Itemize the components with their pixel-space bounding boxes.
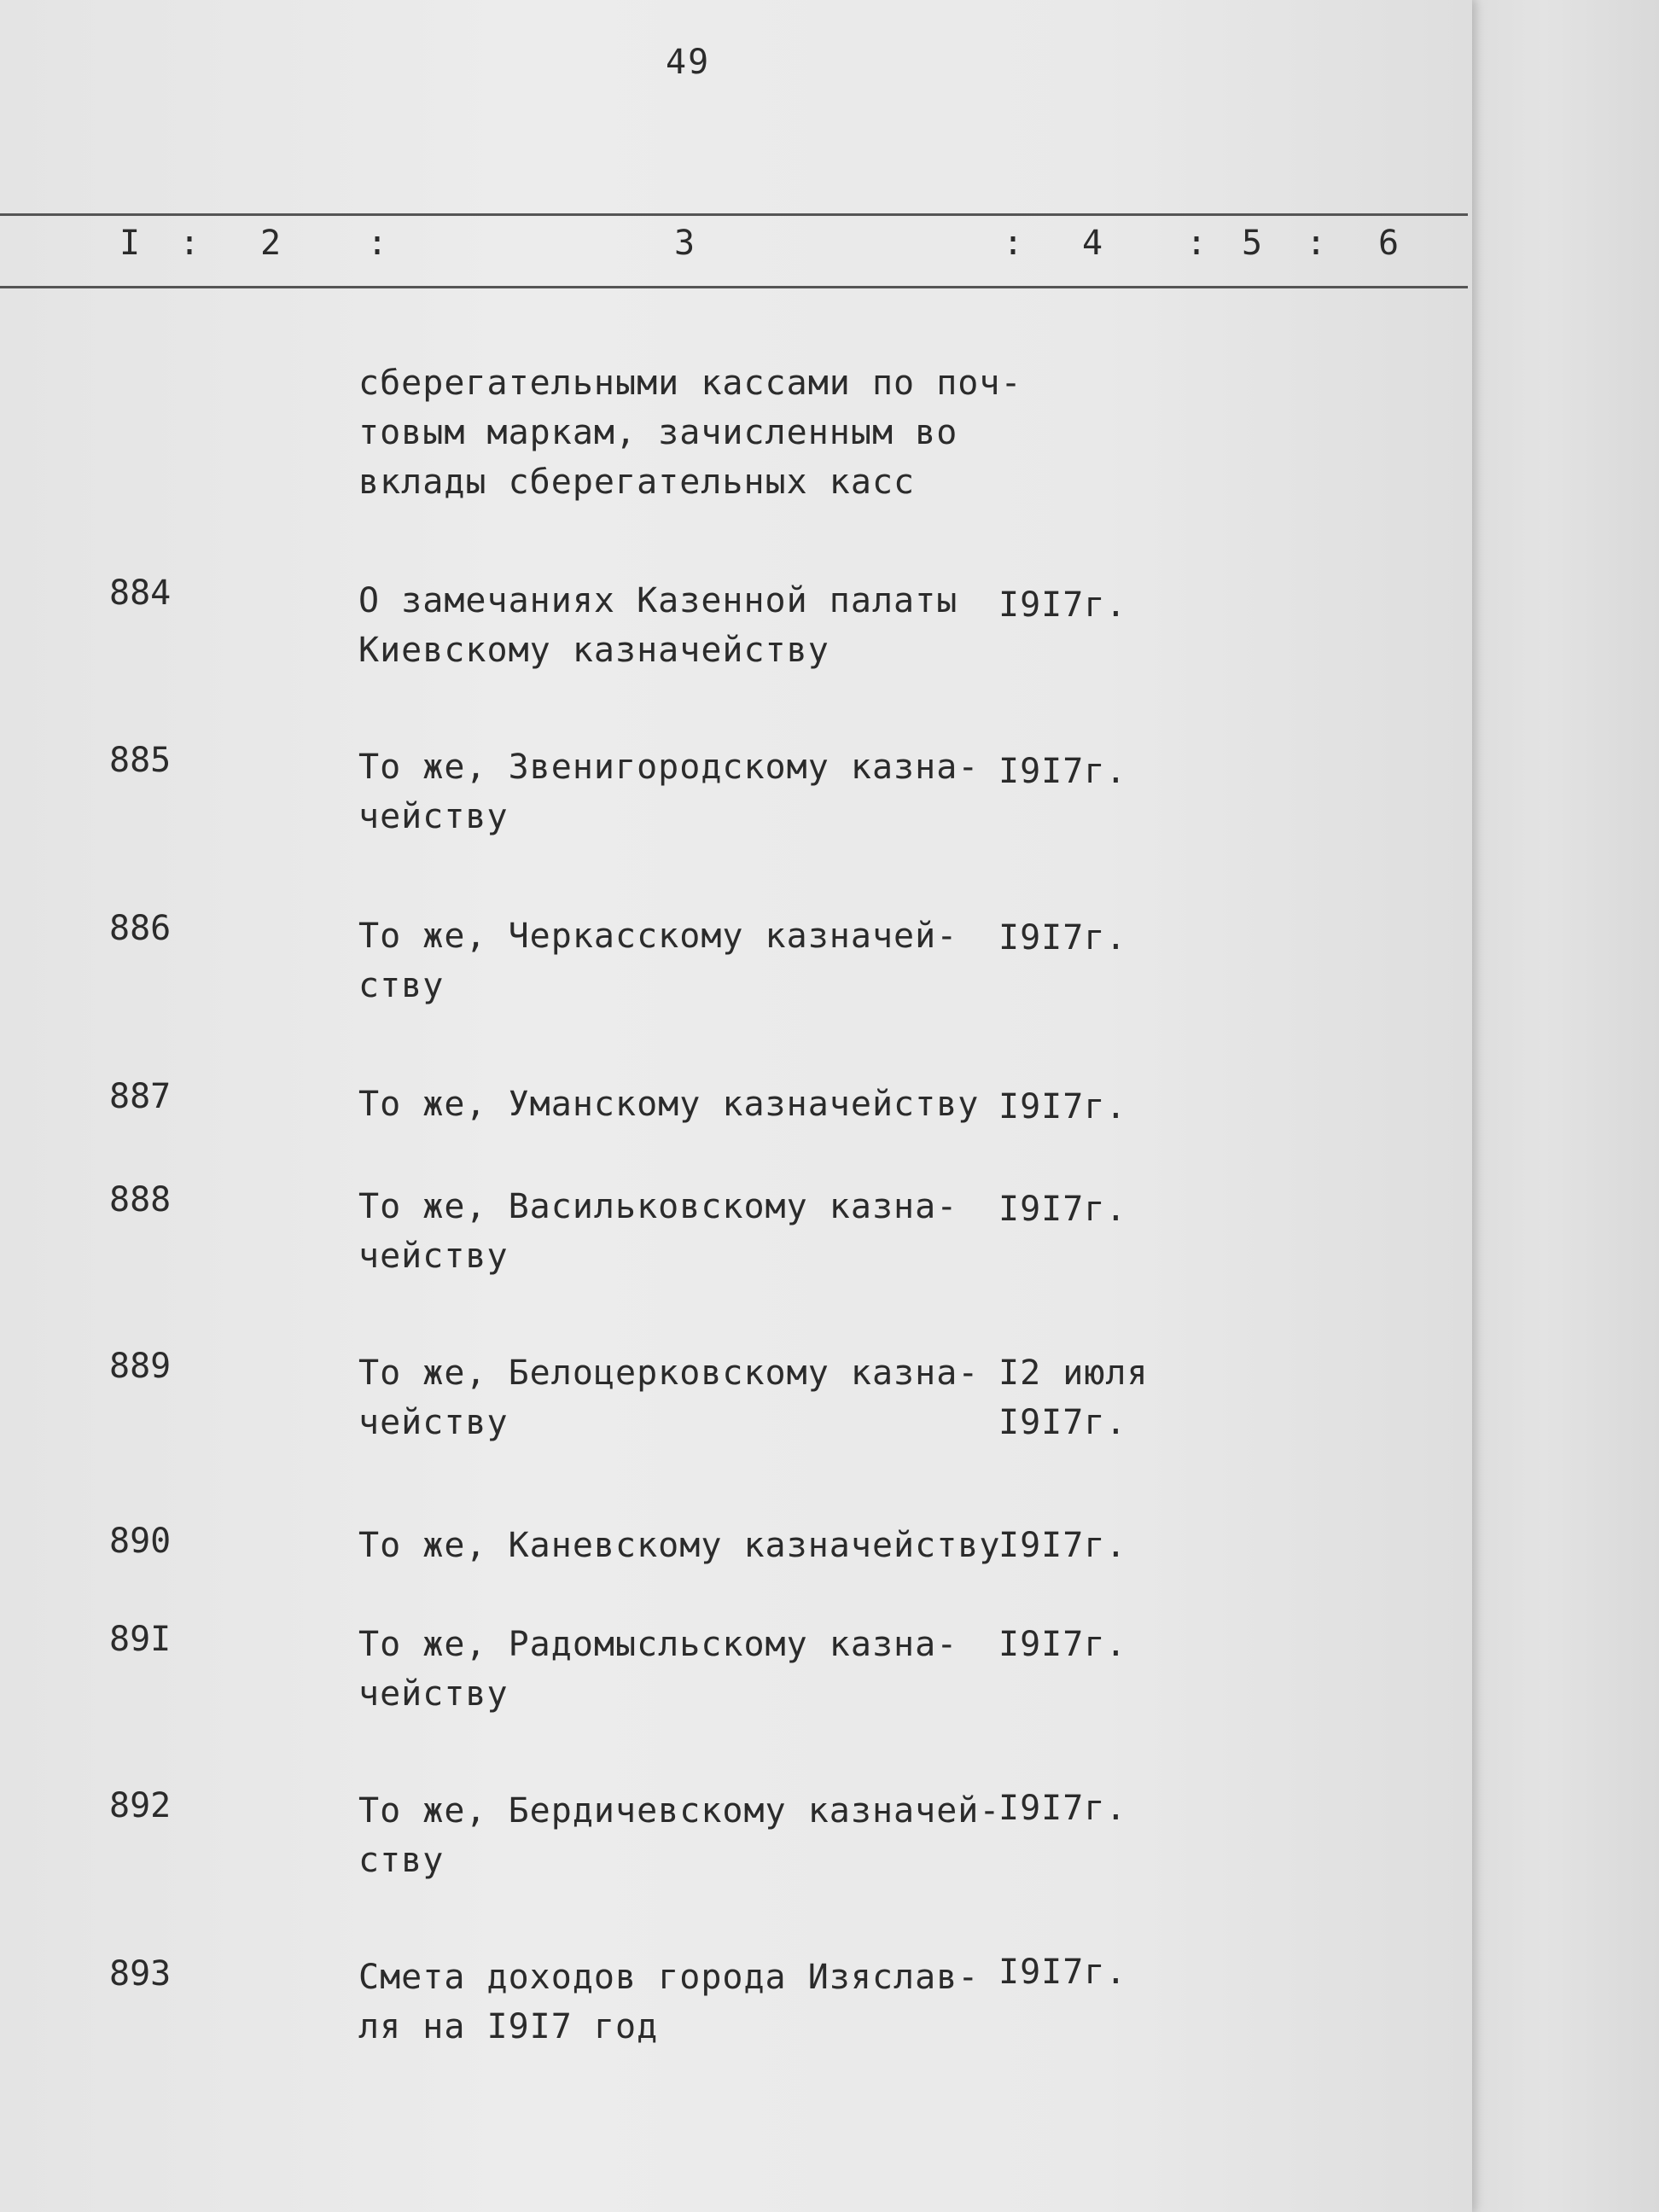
entry-number: 889 — [109, 1347, 172, 1386]
entry-date: I9I7г. — [998, 585, 1127, 625]
entry-number: 890 — [109, 1522, 172, 1561]
column-header-3: 3 — [674, 224, 696, 263]
entry-number: 89I — [109, 1620, 172, 1659]
column-separator: : — [179, 224, 201, 263]
column-header-5: 5 — [1242, 224, 1263, 263]
entry-title: То же, Уманскому казначейству — [358, 1085, 980, 1124]
column-separator: : — [367, 224, 388, 263]
column-separator: : — [1306, 224, 1327, 263]
column-separator: : — [1186, 224, 1208, 263]
next-page-edge — [1468, 0, 1659, 2212]
entry-date: I9I7г. — [998, 1953, 1127, 1992]
entry-date: I2 июля I9I7г. — [998, 1353, 1149, 1442]
header-rule-bottom — [0, 286, 1468, 288]
column-header-6: 6 — [1378, 224, 1400, 263]
entry-title: Смета доходов города Изяслав- ля на I9I7 год — [358, 1958, 980, 2046]
entry-date: I9I7г. — [998, 1190, 1127, 1229]
entry-title: То же, Звенигородскому казна- чейству — [358, 748, 980, 836]
entry-number: 885 — [109, 741, 172, 780]
entry-date: I9I7г. — [998, 1789, 1127, 1828]
entry-title: То же, Белоцерковскому казна- чейству — [358, 1353, 980, 1442]
entry-date: I9I7г. — [998, 752, 1127, 791]
entry-title: То же, Черкасскому казначей- ству — [358, 917, 958, 1005]
column-header-4: 4 — [1082, 224, 1103, 263]
entry-number: 888 — [109, 1180, 172, 1220]
column-header-1: I — [119, 224, 141, 263]
header-rule-top — [0, 213, 1468, 216]
continuation-text: сберегательными кассами по поч- товым маркам, зачисленным во вклады сберегательных касс — [358, 364, 1022, 502]
entry-title: То же, Каневскому казначейству — [358, 1526, 1001, 1565]
entry-title: То же, Радомысльскому казна- чейству — [358, 1625, 958, 1714]
column-separator: : — [1003, 224, 1024, 263]
entry-date: I9I7г. — [998, 1625, 1127, 1664]
column-header-2: 2 — [260, 224, 282, 263]
entry-date: I9I7г. — [998, 1087, 1127, 1126]
entry-number: 887 — [109, 1077, 172, 1116]
entry-title: О замечаниях Казенной палаты Киевскому казначейству — [358, 581, 958, 670]
entry-date: I9I7г. — [998, 918, 1127, 958]
entry-number: 892 — [109, 1786, 172, 1825]
entry-number: 886 — [109, 909, 172, 948]
entry-number: 884 — [109, 573, 172, 613]
entry-number: 893 — [109, 1954, 172, 1994]
entry-title: То же, Бердичевскому казначей- ству — [358, 1791, 1001, 1880]
page-number: 49 — [666, 43, 711, 82]
entry-date: I9I7г. — [998, 1526, 1127, 1565]
entry-title: То же, Васильковскому казна- чейству — [358, 1187, 958, 1276]
